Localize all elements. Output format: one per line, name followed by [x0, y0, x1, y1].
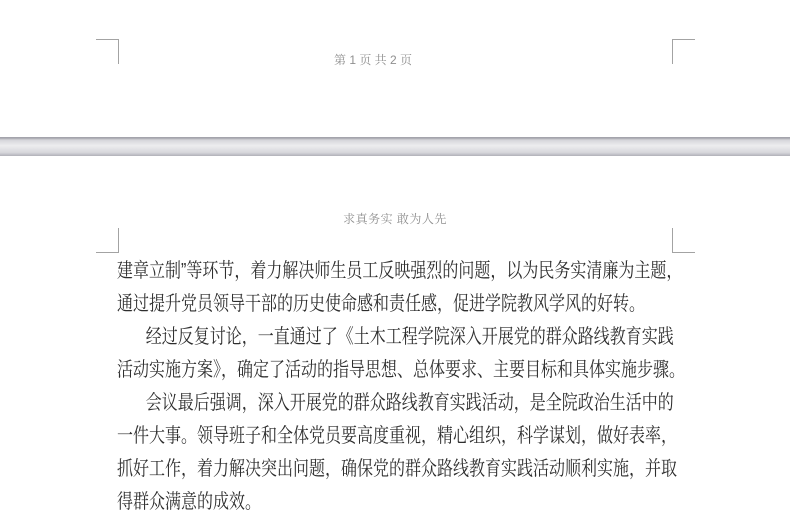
body-line[interactable]: 通过提升党员领导干部的历史使命感和责任感，促进学院教风学风的好转。 [117, 293, 645, 315]
body-line[interactable]: 抓好工作，着力解决突出问题，确保党的群众路线教育实践活动顺利实施，并取 [117, 458, 677, 480]
page-footer [0, 53, 790, 67]
body-line[interactable]: 经过反复讨论，一直通过了《土木工程学院深入开展党的群众路线教育实践 [145, 326, 674, 348]
page-separator[interactable] [0, 137, 790, 156]
body-line[interactable]: 建章立制”等环节，着力解决师生员工反映强烈的问题，以为民务实清廉为主题， [117, 260, 683, 282]
page-header-text: 求真务实 敢为人先 [343, 212, 447, 226]
body-line[interactable]: 活动实施方案》，确定了活动的指导思想、总体要求、主要目标和具体实施步骤。 [117, 359, 685, 381]
crop-mark-page2-top-right [672, 228, 695, 253]
document-body[interactable] [117, 255, 685, 512]
page-footer-text: 第 1 页 共 2 页 [333, 53, 413, 67]
body-line[interactable]: 一件大事。领导班子和全体党员要高度重视，精心组织，科学谋划，做好表率， [117, 425, 677, 447]
body-line[interactable]: 会议最后强调，深入开展党的群众路线教育实践活动，是全院政治生活中的 [145, 392, 674, 414]
crop-mark-page2-top-left [96, 228, 119, 253]
body-line[interactable]: 得群众满意的成效。 [117, 491, 261, 512]
page-header [0, 212, 790, 226]
